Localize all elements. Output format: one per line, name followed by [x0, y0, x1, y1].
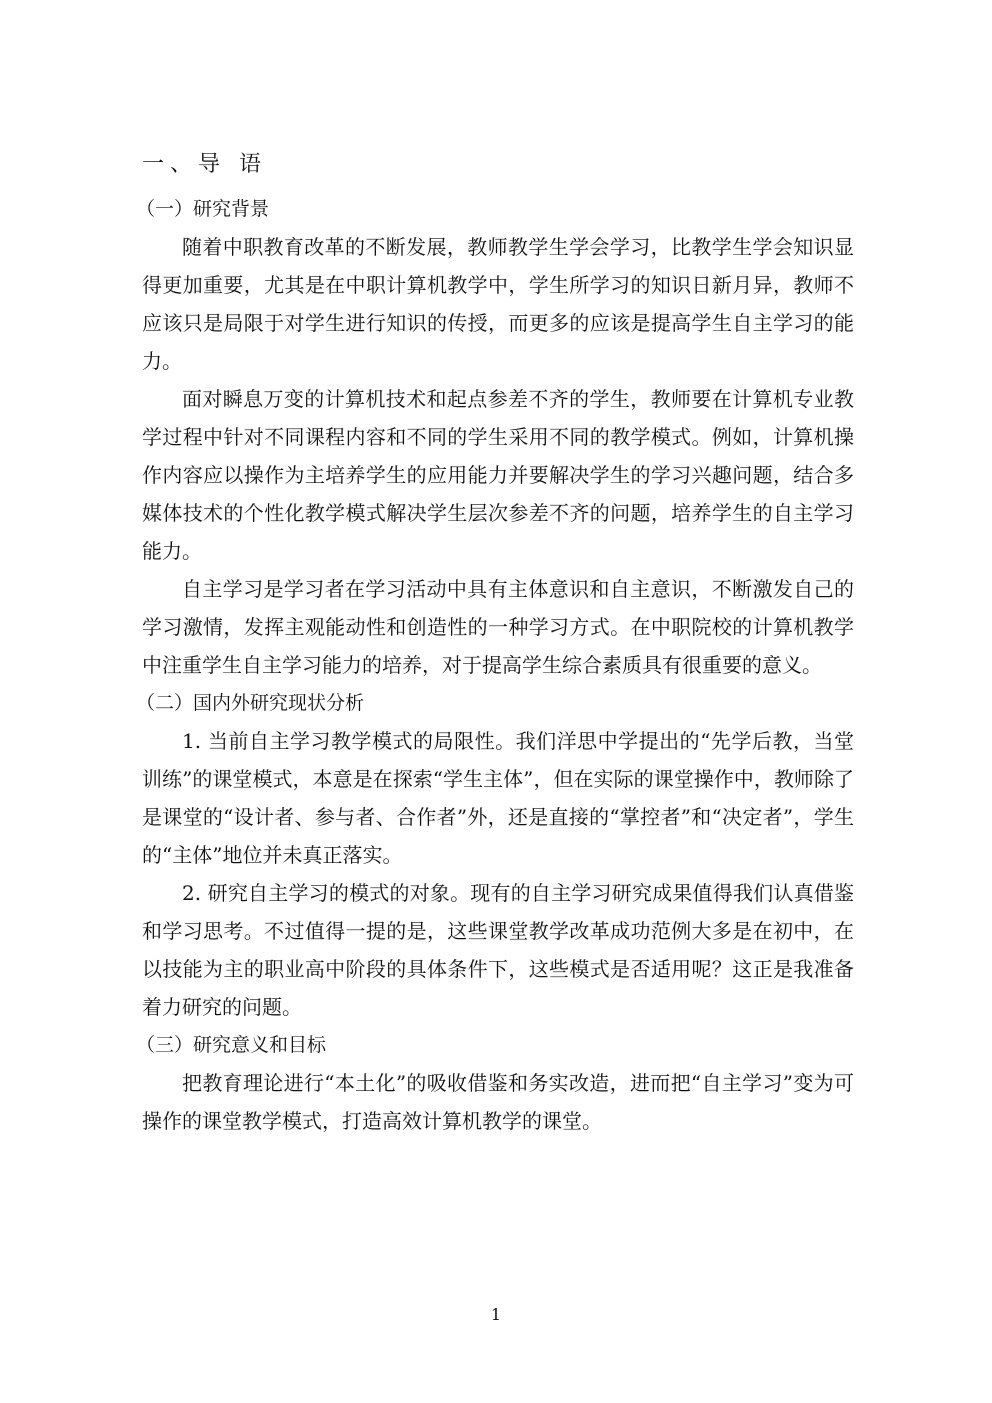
paragraph: 面对瞬息万变的计算机技术和起点参差不齐的学生，教师要在计算机专业教学过程中针对不同课程内容和不同的学生采用不同的教学模式。例如，计算机操作内容应以操作为主培养学生的应用能力并要解决学生的学习兴趣问题，结合多媒体技术的个性化教学模式解决学生层次参差不齐的问题，培养学生的自主学习能力。 — [142, 387, 854, 563]
paragraph: 2. 研究自主学习的模式的对象。现有的自主学习研究成果值得我们认真借鉴和学习思考。不过值得一提的是，这些课堂教学改革成功范例大多是在初中，在以技能为主的职业高中阶段的具体条件下，这些模式是否适用呢？这正是我准备着力研究的问题。 — [142, 881, 854, 1019]
page-number: 1 — [490, 1305, 502, 1324]
section-title: （三）研究意义和目标 — [136, 1034, 327, 1056]
paragraph: 1. 当前自主学习教学模式的局限性。我们洋思中学提出的“先学后教，当堂训练”的课堂模式，本意是在探索“学生主体”，但在实际的课堂操作中，教师除了是课堂的“设计者、参与者、合作者”外，还是直接的“掌控者”和“决定者”，学生的“主体”地位并未真正落实。 — [142, 729, 854, 867]
section-title: （一）研究背景 — [136, 198, 270, 220]
section-significance — [136, 1026, 854, 1140]
paragraph: 把教育理论进行“本土化”的吸收借鉴和务实改造，进而把“自主学习”变为可操作的课堂教学模式，打造高效计算机教学的课堂。 — [142, 1071, 854, 1133]
document-body — [136, 140, 854, 1140]
section-background — [136, 190, 854, 684]
chapter-heading: 一、导 语 — [142, 152, 267, 177]
section-title: （二）国内外研究现状分析 — [136, 692, 365, 714]
section-research-status — [136, 684, 854, 1026]
paragraph: 自主学习是学习者在学习活动中具有主体意识和自主意识，不断激发自己的学习激情，发挥主观能动性和创造性的一种学习方式。在中职院校的计算机教学中注重学生自主学习能力的培养，对于提高学生综合素质具有很重要的意义。 — [142, 577, 854, 677]
paragraph: 随着中职教育改革的不断发展，教师教学生学会学习，比教学生学会知识显得更加重要，尤其是在中职计算机教学中，学生所学习的知识日新月异，教师不应该只是局限于对学生进行知识的传授，而更多的应该是提高学生自主学习的能力。 — [142, 235, 854, 373]
